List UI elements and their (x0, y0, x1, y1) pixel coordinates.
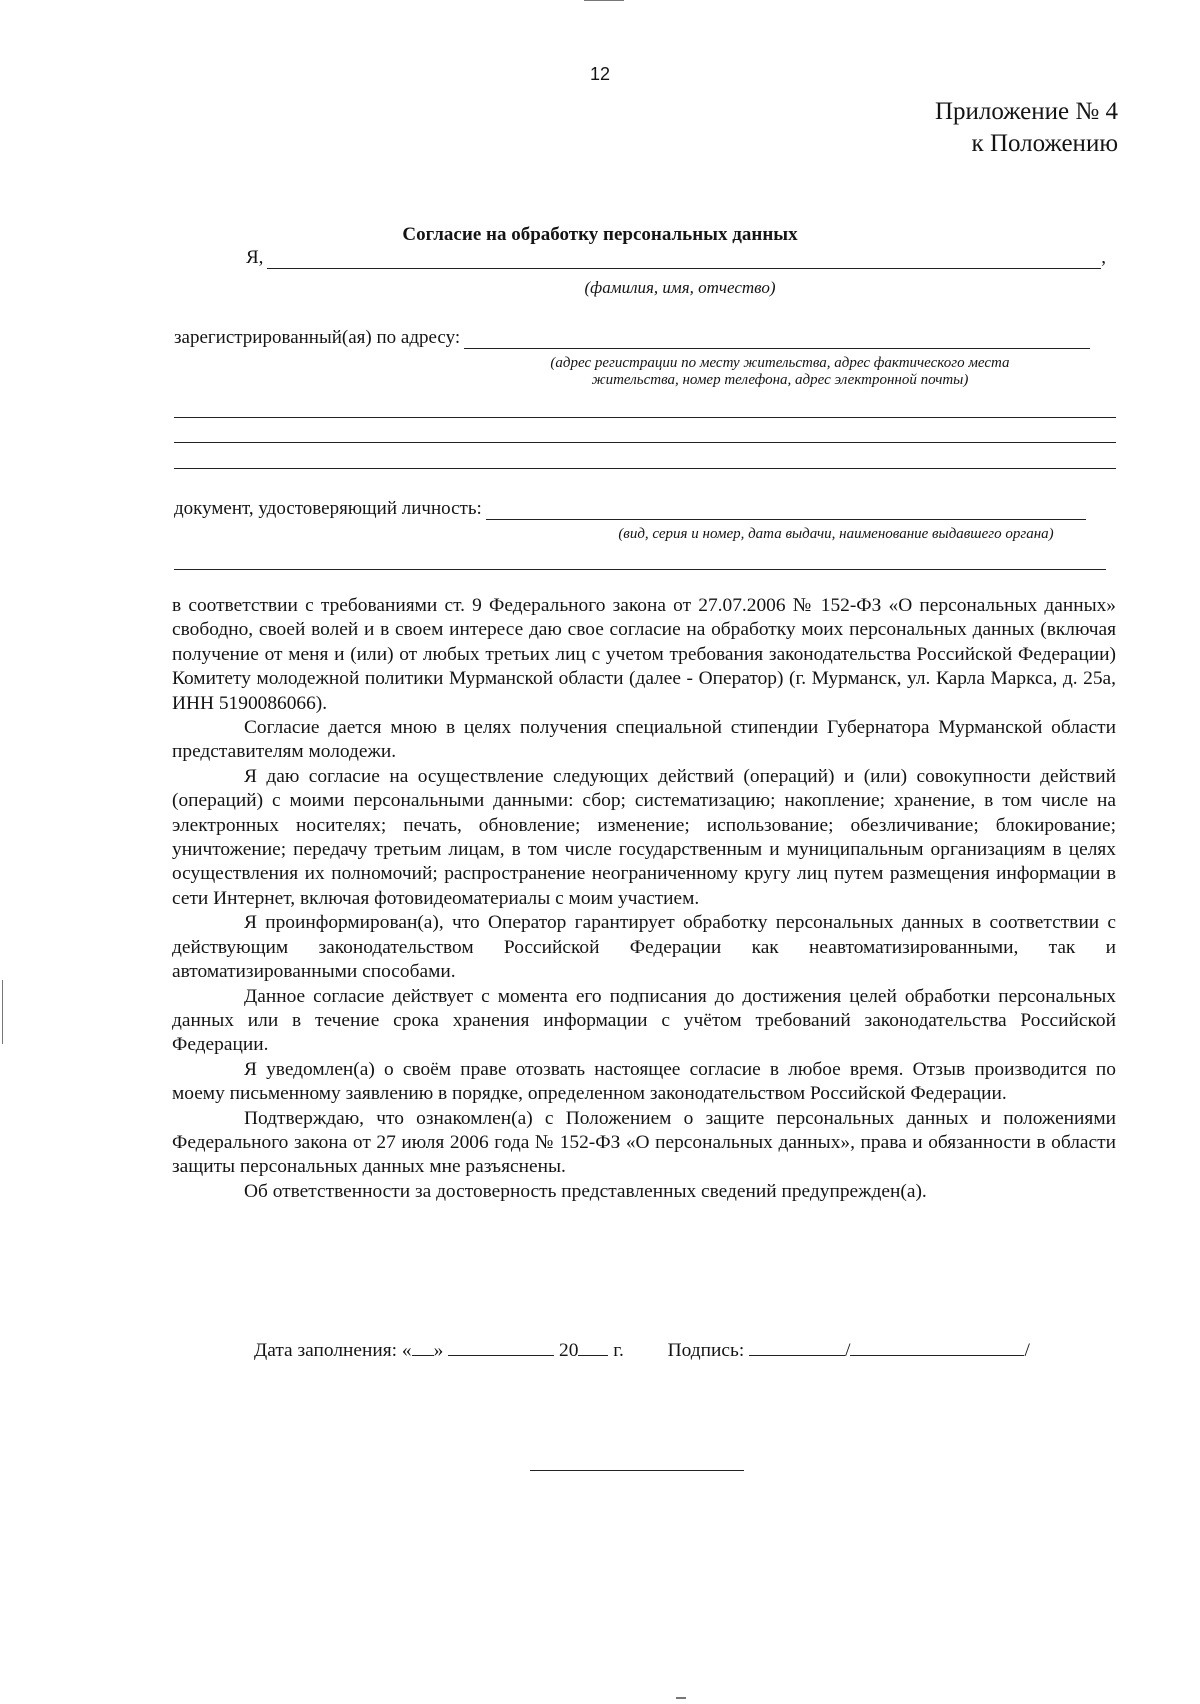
document-extra-line[interactable] (174, 569, 1106, 570)
day-blank[interactable] (412, 1337, 434, 1356)
name-field-row (246, 246, 1106, 269)
address-extra-line-3[interactable] (174, 468, 1116, 469)
consent-body (172, 594, 1116, 1204)
address-hint-line-1: (адрес регистрации по месту жительства, адрес фактического места (550, 355, 1010, 371)
address-hint-line-2: жительства, номер телефона, адрес электронной почты) (591, 372, 969, 388)
scan-mark-top (584, 0, 624, 1)
paragraph-responsibility: Об ответственности за достоверность представленных сведений предупрежден(а). (244, 1180, 927, 1202)
paragraph-legal-basis: в соответствии с требованиями ст. 9 Федерального закона от 27.07.2006 № 152-ФЗ «О персональных данных» свободно, своей волей и в своем интересе даю свое согласие на обработку моих персональных данных (включая получение от меня и (или) от любых третьих лиц с учетом требования законодательства Российской Федерации) Комитету молодежной политики Мурманской области (далее - Оператор) (г. Мурманск, ул. Карла Маркса, д. 25а, ИНН 5190086066). (172, 595, 1116, 714)
scan-mark-bottom (676, 1697, 686, 1699)
year-prefix: 20 (559, 1340, 579, 1361)
signature-blank[interactable] (749, 1337, 845, 1356)
address-hint (480, 355, 1080, 389)
page-number: 12 (589, 64, 611, 84)
year-blank[interactable] (578, 1337, 608, 1356)
name-input-line[interactable] (267, 246, 1101, 269)
paragraph-purpose: Согласие дается мною в целях получения специальной стипендии Губернатора Мурманской области представителям молодежи. (172, 717, 1116, 763)
address-input-line[interactable] (464, 326, 1090, 349)
document-field-row (174, 497, 1086, 520)
address-field-row (174, 326, 1090, 349)
closing-separator (530, 1470, 744, 1471)
signature-slash-2: / (1024, 1340, 1030, 1361)
name-suffix: , (1101, 247, 1106, 268)
paragraph-actions: Я даю согласие на осуществление следующих действий (операций) и (или) совокупности действий (операций) с моими персональными данными: сбор; систематизацию; накопление; хранение, в том числе на электронных носителях; печать, обновление; изменение; использование; обезличивание; блокирование; уничтожение; передачу третьим лицам, в том числе государственным и муниципальным организациям в целях осуществления их полномочий; распространение неограниченному кругу лиц путем размещения информации в сети Интернет, включая фотовидеоматериалы с моим участием. (172, 765, 1116, 909)
paragraph-validity: Данное согласие действует с момента его подписания до достижения целей обработки персональных данных или в течение срока хранения информации с учётом требований законодательства Российской Федерации. (172, 985, 1116, 1056)
year-suffix: г. (613, 1340, 624, 1361)
date-signature-line (254, 1337, 1114, 1362)
month-blank[interactable] (448, 1337, 554, 1356)
signature-label: Подпись: (667, 1340, 745, 1361)
signature-name-blank[interactable] (850, 1337, 1024, 1356)
signature-slash-1: / (845, 1340, 851, 1361)
appendix-line-1: Приложение № 4 (934, 98, 1118, 125)
name-hint: (фамилия, имя, отчество) (584, 278, 776, 297)
address-label: зарегистрированный(ая) по адресу: (174, 327, 461, 348)
paragraph-revocation: Я уведомлен(а) о своём праве отозвать настоящее согласие в любое время. Отзыв производится по моему письменному заявлению в порядке, определенном законодательством Российской Федерации. (172, 1058, 1116, 1105)
paragraph-acknowledgement: Подтверждаю, что ознакомлен(а) с Положением о защите персональных данных и положениями Федерального закона от 27 июля 2006 года № 152-ФЗ «О персональных данных», права и обязанности в области защиты персональных данных мне разъяснены. (172, 1107, 1116, 1178)
document-hint: (вид, серия и номер, дата выдачи, наименование выдавшего органа) (618, 526, 1054, 542)
address-extra-line-1[interactable] (174, 417, 1116, 418)
address-extra-line-2[interactable] (174, 442, 1116, 443)
appendix-header (935, 96, 1118, 160)
document-input-line[interactable] (486, 497, 1086, 520)
appendix-line-2: к Положению (971, 130, 1118, 157)
paragraph-guarantee: Я проинформирован(а), что Оператор гарантирует обработку персональных данных в соответствии с действующим законодательством Российской Федерации как неавтоматизированными, так и автоматизированными способами. (172, 912, 1116, 983)
scan-mark-left (2, 980, 3, 1044)
document-label: документ, удостоверяющий личность: (174, 498, 482, 519)
name-prefix: Я, (246, 247, 264, 268)
document-title: Согласие на обработку персональных данных (402, 224, 798, 245)
date-label: Дата заполнения: « (254, 1340, 412, 1361)
date-close-quote: » (433, 1340, 444, 1361)
